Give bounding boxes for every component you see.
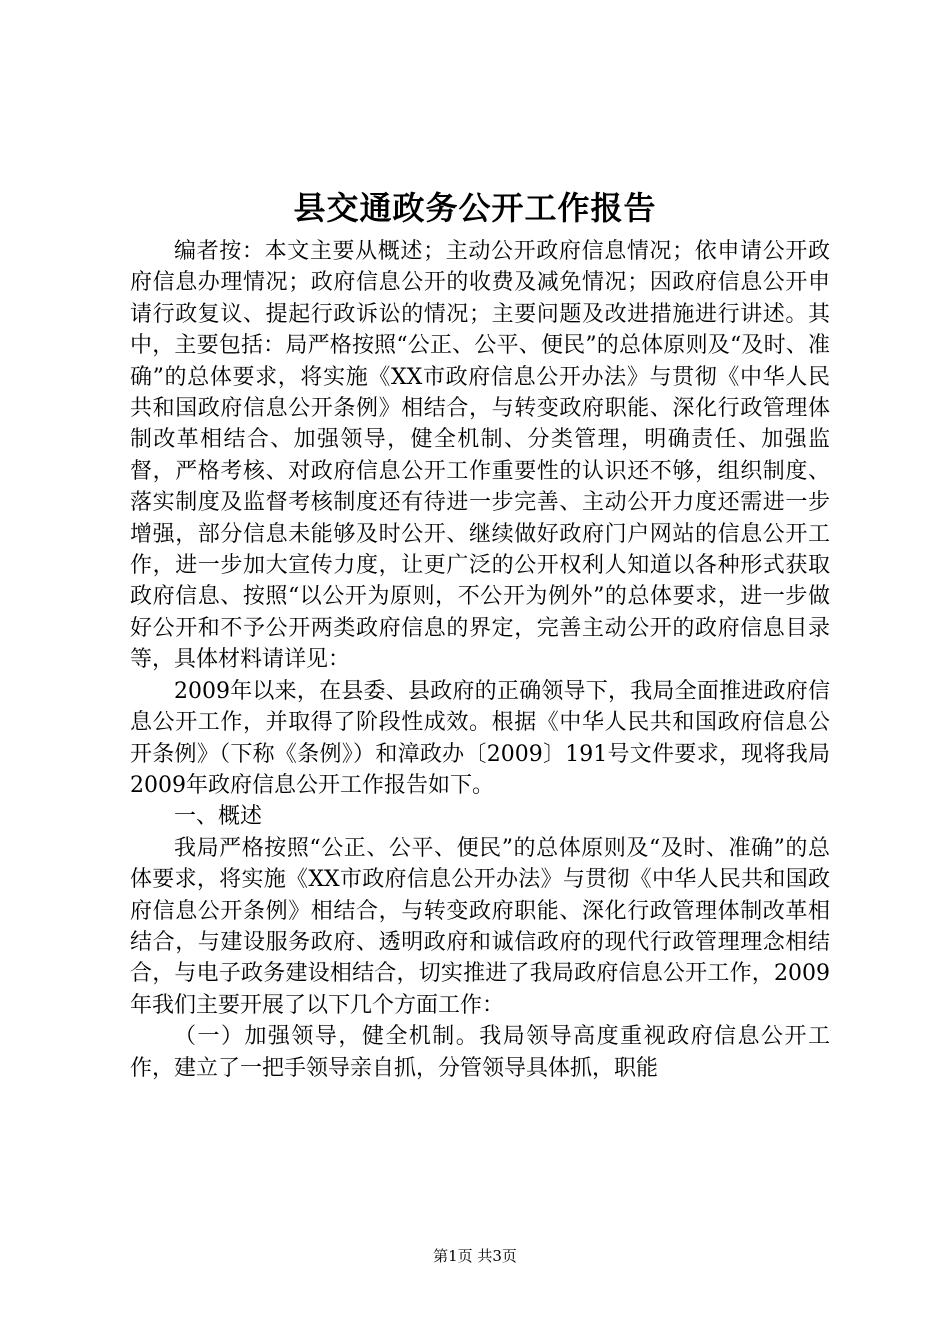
editor-note-paragraph: 编者按：本文主要从概述；主动公开政府信息情况；依申请公开政府信息办理情况；政府信息公开的收费及减免情况；因政府信息公开申请行政复议、提起行政诉讼的情况；主要问题及改进措施进行讲述。其中，主要包括：局严格按照“公正、公平、便民”的总体原则及“及时、准确”的总体要求，将实施《XX市政府信息公开办法》与贯彻《中华人民共和国政府信息公开条例》相结合，与转变政府职能、深化行政管理体制改革相结合、加强领导，健全机制、分类管理，明确责任、加强监督，严格考核、对政府信息公开工作重要性的认识还不够，组织制度、落实制度及监督考核制度还有待进一步完善、主动公开力度还需进一步增强，部分信息未能够及时公开、继续做好政府门户网站的信息公开工作，进一步加大宣传力度，让更广泛的公开权利人知道以各种形式获取政府信息、按照“以公开为原则，不公开为例外”的总体要求，进一步做好公开和不予公开两类政府信息的界定，完善主动公开的政府信息目录等，具体材料请详见： (130, 239, 830, 673)
intro-paragraph: 2009年以来，在县委、县政府的正确领导下，我局全面推进政府信息公开工作，并取得了阶段性成效。根据《中华人民共和国政府信息公开条例》（下称《条例》）和漳政办〔2009〕191号文件要求，现将我局2009年政府信息公开工作报告如下。 (130, 678, 830, 798)
document-body (130, 236, 830, 1084)
subsection-leadership-paragraph: （一）加强领导，健全机制。我局领导高度重视政府信息公开工作，建立了一把手领导亲自抓，分管领导具体抓，职能 (130, 1024, 830, 1081)
document-title: 县交通政务公开工作报告 (293, 189, 657, 227)
page-footer: 第1页 共3页 (433, 1247, 517, 1265)
section-heading-overview: 一、概述 (174, 804, 263, 830)
overview-paragraph: 我局严格按照“公正、公平、便民”的总体原则及“及时、准确”的总体要求，将实施《XX市政府信息公开办法》与贯彻《中华人民共和国政府信息公开条例》相结合，与转变政府职能、深化行政管理体制改革相结合，与建设服务政府、透明政府和诚信政府的现代行政管理理念相结合，与电子政务建设相结合，切实推进了我局政府信息公开工作，2009年我们主要开展了以下几个方面工作： (130, 835, 830, 1018)
